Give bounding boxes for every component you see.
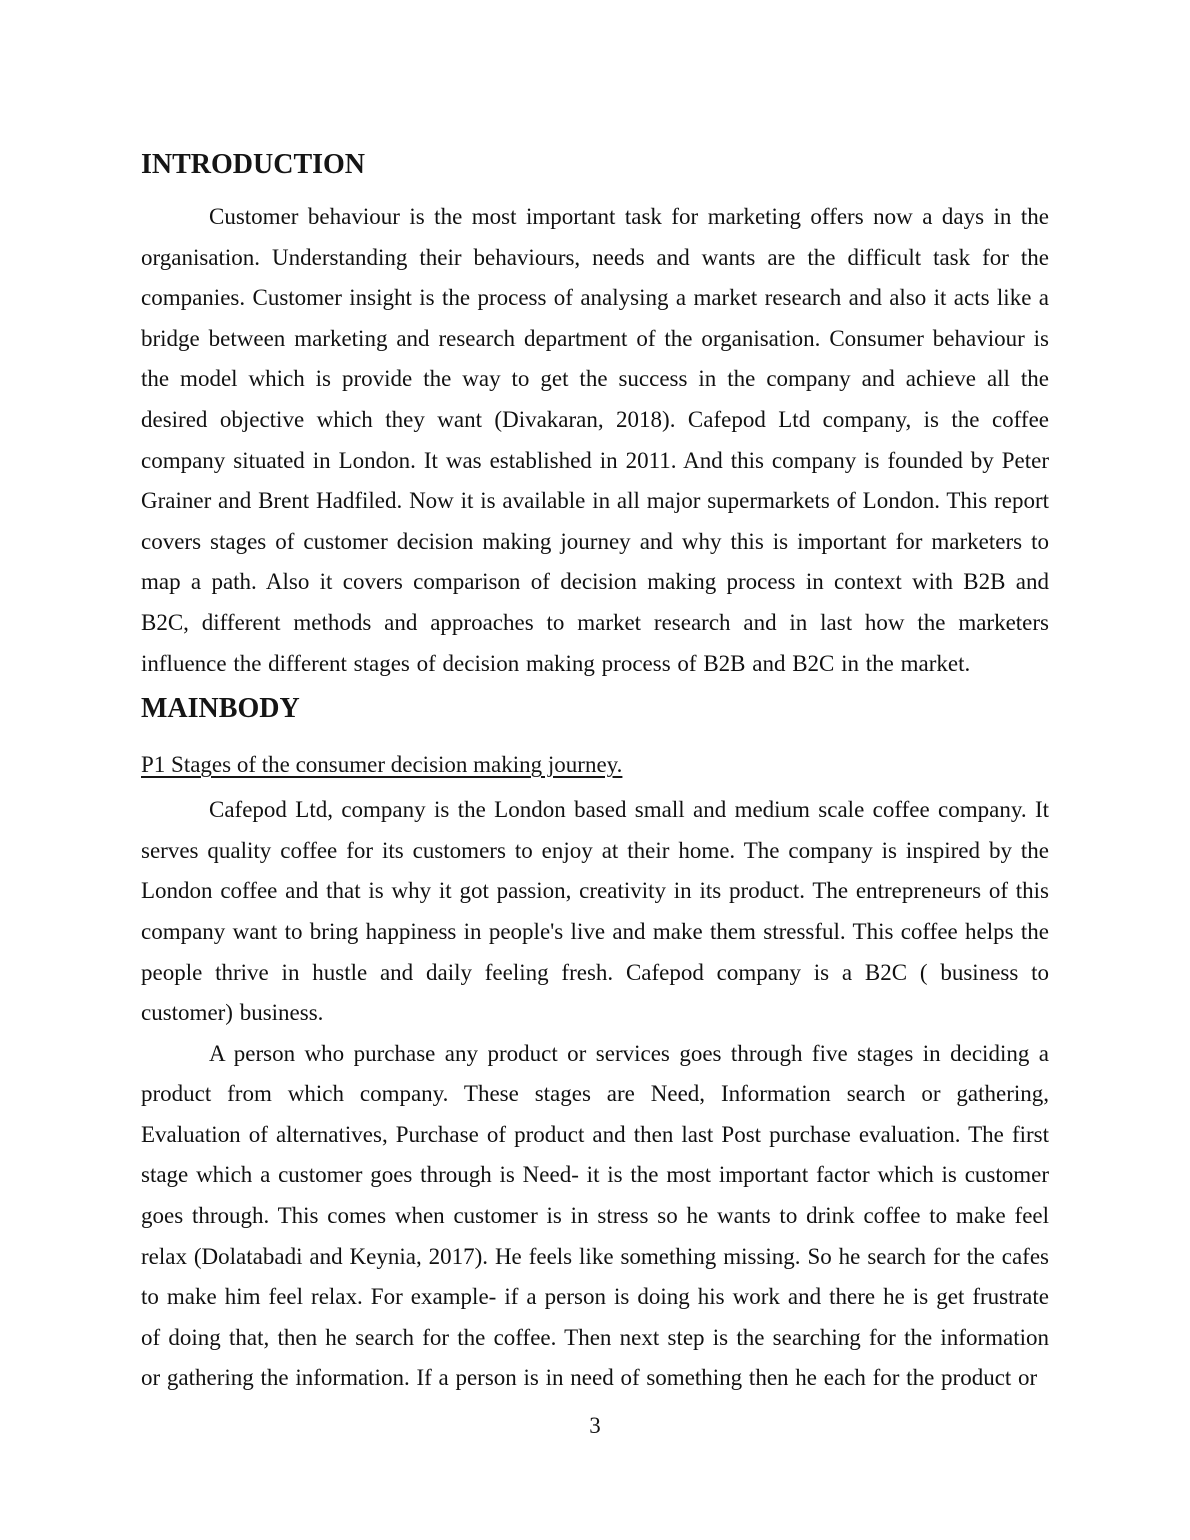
section-heading-mainbody: MAINBODY xyxy=(141,693,300,725)
subheading-p1-stages: P1 Stages of the consumer decision making journey. xyxy=(141,752,623,778)
page-number: 3 xyxy=(589,1413,601,1438)
section-heading-introduction: INTRODUCTION xyxy=(141,149,366,180)
paragraph-decision-stages: A person who purchase any product or services goes through five stages in deciding a product from which company. These stages are Need, Information search or gathering, Evaluation of alternatives, Purchase of product and then last Post purchase evaluation. The first stage which a customer goes through is Need- it is the most important factor which is customer goes through. This comes when customer is in stress so he wants to drink coffee to make feel relax (Dolatabadi and Keynia, 2017). He feels like something missing. So he search for the cafes to make him feel relax. For example- if a person is doing his work and there he is get frustrate of doing that, then he search for the coffee. Then next step is the searching for the information or gathering the information. If a person is in need of something then he each for the product or xyxy=(141,1040,1049,1391)
paragraph-cafepod-overview: Cafepod Ltd, company is the London based small and medium scale coffee company. It serves quality coffee for its customers to enjoy at their home. The company is inspired by the London coffee and that is why it got passion, creativity in its product. The entrepreneurs of this company want to bring happiness in people's live and make them stressful. This coffee helps the people thrive in hustle and daily feeling fresh. Cafepod company is a B2C ( business to customer) business. xyxy=(141,797,1049,1026)
page-content xyxy=(141,148,1049,1399)
paragraph-introduction: Customer behaviour is the most important task for marketing offers now a days in the organisation. Understanding their behaviours, needs and wants are the difficult task for the companies. Customer insight is the process of analysing a market research and also it acts like a bridge between marketing and research department of the organisation. Consumer behaviour is the model which is provide the way to get the success in the company and achieve all the desired objective which they want (Divakaran, 2018). Cafepod Ltd company, is the coffee company situated in London. It was established in 2011. And this company is founded by Peter Grainer and Brent Hadfiled. Now it is available in all major supermarkets of London. This report covers stages of customer decision making journey and why this is important for marketers to map a path. Also it covers comparison of decision making process in context with B2B and B2C, different methods and approaches to market research and in last how the marketers influence the different stages of decision making process of B2B and B2C in the market. xyxy=(141,204,1049,676)
